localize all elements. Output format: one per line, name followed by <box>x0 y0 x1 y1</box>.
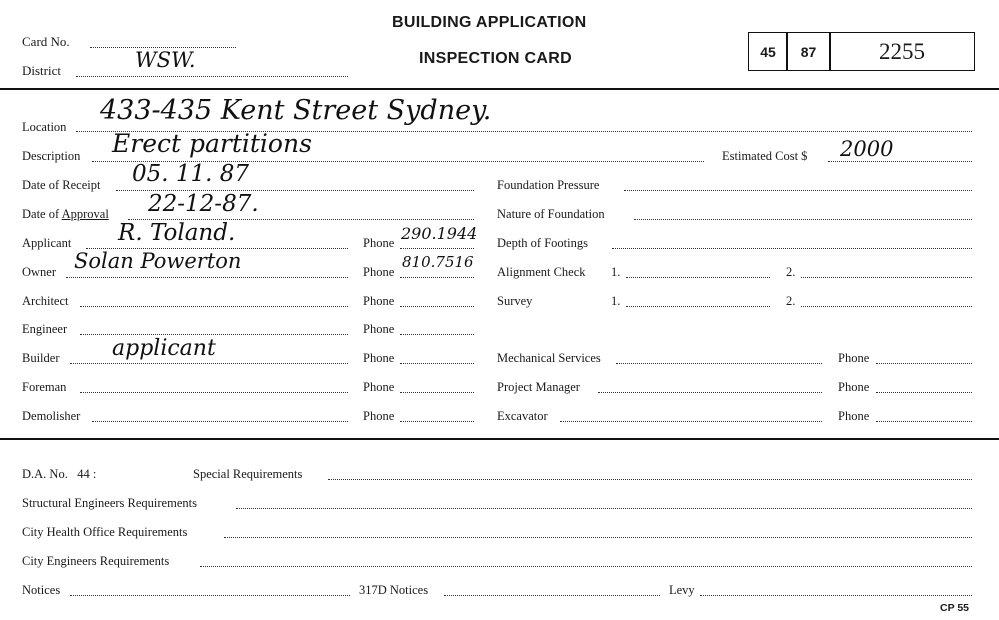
section-rule <box>0 438 999 440</box>
date-of-text: Date of <box>22 207 62 221</box>
form-title-line2: INSPECTION CARD <box>419 50 572 67</box>
date-of-approval-value: 22-12-87. <box>148 191 259 217</box>
excavator-field <box>560 421 822 422</box>
approval-text: Approval <box>61 207 109 221</box>
date-of-approval-label <box>22 207 109 221</box>
card-box-87 <box>786 32 831 71</box>
engineer-label: Engineer <box>22 322 68 336</box>
applicant-phone-field <box>400 248 474 249</box>
foreman-label: Foreman <box>22 380 67 394</box>
demolisher-field <box>92 421 348 422</box>
builder-field <box>70 363 348 364</box>
survey-1-label: 1. <box>611 294 621 308</box>
applicant-phone-value: 290.1944 <box>401 224 478 243</box>
foreman-phone-label: Phone <box>363 380 395 394</box>
estimated-cost-label: Estimated Cost $ <box>722 149 808 163</box>
demolisher-phone-field <box>400 421 474 422</box>
project-manager-label: Project Manager <box>497 380 580 394</box>
date-of-receipt-label: Date of Receipt <box>22 178 101 192</box>
project-manager-phone-label: Phone <box>838 380 870 394</box>
demolisher-phone-label: Phone <box>363 409 395 423</box>
engineer-field <box>80 334 348 335</box>
district-label: District <box>22 63 61 78</box>
builder-value: applicant <box>112 336 216 361</box>
card-box-45-text: 45 <box>760 43 776 60</box>
header-rule <box>0 88 999 90</box>
survey-2-field <box>801 306 972 307</box>
project-manager-field <box>598 392 822 393</box>
applicant-label: Applicant <box>22 236 72 250</box>
notices-field <box>70 595 350 596</box>
estimated-cost-field <box>828 161 972 162</box>
levy-label: Levy <box>669 583 695 597</box>
alignment-check-2-label: 2. <box>786 265 796 279</box>
structural-engineers-field <box>236 508 972 509</box>
foreman-field <box>80 392 348 393</box>
levy-field <box>700 595 972 596</box>
architect-phone-field <box>400 306 474 307</box>
depth-of-footings-field <box>612 248 972 249</box>
owner-phone-field <box>400 277 474 278</box>
location-value: 433-435 Kent Street Sydney. <box>100 95 492 126</box>
applicant-phone-label: Phone <box>363 236 395 250</box>
alignment-check-1-label: 1. <box>611 265 621 279</box>
description-label: Description <box>22 149 81 163</box>
city-health-field <box>224 537 972 538</box>
survey-1-field <box>626 306 770 307</box>
owner-value: Solan Powerton <box>74 249 242 273</box>
notices-317d-label: 317D Notices <box>359 583 429 597</box>
engineer-phone-label: Phone <box>363 322 395 336</box>
depth-of-footings-label: Depth of Footings <box>497 236 588 250</box>
special-requirements-field <box>328 479 972 480</box>
foundation-pressure-field <box>624 190 972 191</box>
structural-engineers-label: Structural Engineers Requirements <box>22 496 197 510</box>
survey-2-label: 2. <box>786 294 796 308</box>
footer-code: CP 55 <box>940 602 969 614</box>
foreman-phone-field <box>400 392 474 393</box>
district-field <box>76 76 348 77</box>
survey-label: Survey <box>497 294 533 308</box>
architect-field <box>80 306 348 307</box>
foundation-pressure-label: Foundation Pressure <box>497 178 600 192</box>
builder-phone-label: Phone <box>363 351 395 365</box>
estimated-cost-value: 2000 <box>840 137 894 161</box>
form-title-line1: BUILDING APPLICATION <box>392 14 587 31</box>
excavator-label: Excavator <box>497 409 548 423</box>
applicant-value: R. Toland. <box>118 220 236 246</box>
special-requirements-label: Special Requirements <box>193 467 303 481</box>
owner-field <box>66 277 348 278</box>
card-no-label: Card No. <box>22 34 70 49</box>
owner-phone-value: 810.7516 <box>402 253 474 271</box>
demolisher-label: Demolisher <box>22 409 81 423</box>
date-of-receipt-value: 05. 11. 87 <box>132 161 250 187</box>
excavator-phone-label: Phone <box>838 409 870 423</box>
builder-phone-field <box>400 363 474 364</box>
description-value: Erect partitions <box>112 129 312 158</box>
project-manager-phone-field <box>876 392 972 393</box>
mechanical-services-phone-field <box>876 363 972 364</box>
district-value: WSW. <box>135 48 196 72</box>
nature-of-foundation-field <box>634 219 972 220</box>
builder-label: Builder <box>22 351 60 365</box>
excavator-phone-field <box>876 421 972 422</box>
nature-of-foundation-label: Nature of Foundation <box>497 207 605 221</box>
location-label: Location <box>22 120 67 134</box>
notices-label: Notices <box>22 583 61 597</box>
alignment-check-2-field <box>801 277 972 278</box>
mechanical-services-phone-label: Phone <box>838 351 870 365</box>
card-box-45 <box>748 32 788 71</box>
city-engineers-field <box>200 566 972 567</box>
card-number-box <box>829 32 975 71</box>
card-box-87-text: 87 <box>800 43 817 60</box>
mechanical-services-field <box>616 363 822 364</box>
city-engineers-label: City Engineers Requirements <box>22 554 170 568</box>
card-number: 2255 <box>879 38 925 64</box>
city-health-label: City Health Office Requirements <box>22 525 188 539</box>
engineer-phone-field <box>400 334 474 335</box>
owner-phone-label: Phone <box>363 265 395 279</box>
mechanical-services-label: Mechanical Services <box>497 351 601 365</box>
owner-label: Owner <box>22 265 57 279</box>
alignment-check-1-field <box>626 277 770 278</box>
alignment-check-label: Alignment Check <box>497 265 586 279</box>
architect-label: Architect <box>22 294 69 308</box>
architect-phone-label: Phone <box>363 294 395 308</box>
da-no-label: D.A. No. 44 : <box>22 467 97 481</box>
notices-317d-field <box>444 595 660 596</box>
